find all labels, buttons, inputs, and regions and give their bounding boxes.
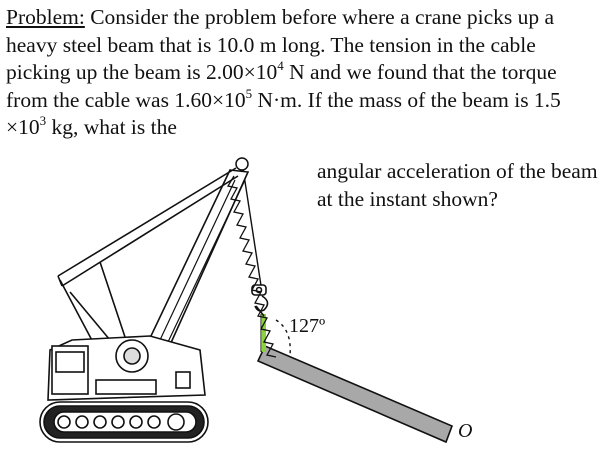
angle-label: 127º <box>289 315 326 337</box>
crane-a-frame <box>58 168 238 346</box>
crane-tracks <box>40 402 208 442</box>
problem-text-4: kg, what is the <box>46 115 177 139</box>
exponent-torque: 5 <box>245 85 253 101</box>
exponent-tension: 4 <box>277 58 284 73</box>
question-tail: angular acceleration of the beam at the instant shown? <box>317 159 598 211</box>
pivot-label: O <box>458 420 473 442</box>
problem-text-3: N·m. If the mass of the beam is 1.5 ×10 <box>6 87 561 139</box>
crane-body <box>48 336 205 400</box>
problem-text-1: Consider the problem before where a crane picks up a heavy steel beam that is 10.0 m long. The tension in the cable picking up the beam is 2.00×10 <box>6 5 555 84</box>
crane-hook <box>252 285 268 316</box>
problem-label: Problem: <box>6 5 85 29</box>
steel-beam <box>258 346 452 442</box>
problem-text-2: N and we found that the torque from the cable was 1.60×10 <box>6 60 557 112</box>
exponent-mass: 3 <box>39 113 47 128</box>
